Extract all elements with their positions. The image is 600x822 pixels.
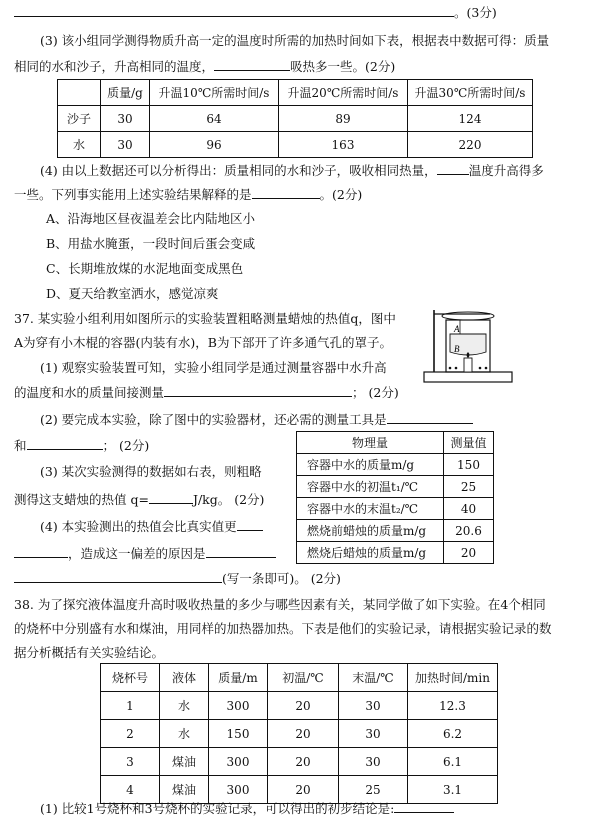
table-cell: 300 xyxy=(209,692,268,720)
q37-part3-line2: 测得这支蜡烛的热值 q= J/kg。 (2分) xyxy=(14,492,265,507)
table-header: 升温30℃所需时间/s xyxy=(408,80,533,106)
table-cell: 220 xyxy=(408,132,533,158)
answer-blank xyxy=(164,384,352,397)
table-cell: 20 xyxy=(268,748,339,776)
table-cell: 20.6 xyxy=(444,520,494,542)
table-row xyxy=(297,476,494,498)
table-cell: 20 xyxy=(268,776,339,804)
table-header: 物理量 xyxy=(297,432,444,454)
table-cell: 容器中水的初温t₁/℃ xyxy=(297,476,444,498)
q36-part3-line2: 相同的水和沙子，升高相同的温度， 吸热多一些。(2分) xyxy=(14,59,396,74)
answer-blank xyxy=(149,491,193,504)
table-cell: 300 xyxy=(209,748,268,776)
q38-line2: 的烧杯中分别盛有水和煤油，用同样的加热器加热。下表是他们的实验记录，请根据实验记录的数 xyxy=(14,621,552,636)
answer-blank xyxy=(14,545,68,558)
answer-line-top: 。(3分) xyxy=(14,4,497,21)
option-a: A、沿海地区昼夜温差会比内陆地区小 xyxy=(46,211,256,226)
q36-part4-line1: (4) 由以上数据还可以分析得出：质量相同的水和沙子，吸收相同热量， 温度升高得多 xyxy=(40,163,544,178)
table-header: 末温/℃ xyxy=(339,664,408,692)
answer-blank xyxy=(252,186,320,199)
table-header xyxy=(58,80,101,106)
table-cell: 12.3 xyxy=(408,692,498,720)
table-row xyxy=(297,498,494,520)
table-cell: 30 xyxy=(339,692,408,720)
q38-line1: 38. 为了探究液体温度升高时吸收热量的多少与哪些因素有关，某同学做了如下实验。在4个相同 xyxy=(14,597,546,612)
table-row xyxy=(101,748,498,776)
table-row xyxy=(58,106,533,132)
option-b: B、用盐水腌蛋，一段时间后蛋会变咸 xyxy=(46,236,256,251)
answer-blank xyxy=(206,545,276,558)
table-cell: 30 xyxy=(339,720,408,748)
answer-blank xyxy=(14,570,222,583)
q37-part4-line2: ，造成这一偏差的原因是 xyxy=(14,545,276,562)
candle-apparatus-figure xyxy=(420,300,520,395)
table-header: 升温10℃所需时间/s xyxy=(150,80,279,106)
table-cell: 25 xyxy=(444,476,494,498)
table-row xyxy=(297,520,494,542)
answer-blank xyxy=(27,437,103,450)
q37-part4-line1: (4) 本实验测出的热值会比真实值更 xyxy=(40,518,263,535)
table-cell: 20 xyxy=(444,542,494,564)
table-row xyxy=(58,132,533,158)
table-cell: 燃烧后蜡烛的质量m/g xyxy=(297,542,444,564)
table-row xyxy=(101,720,498,748)
table-header: 加热时间/min xyxy=(408,664,498,692)
table-cell: 1 xyxy=(101,692,160,720)
q37-part1-line1: (1) 观察实验装置可知，实验小组同学是通过测量容器中水升高 xyxy=(40,360,387,375)
table-cell: 300 xyxy=(209,776,268,804)
table-cell: 3.1 xyxy=(408,776,498,804)
q36-table xyxy=(57,79,533,158)
table-cell: 4 xyxy=(101,776,160,804)
table-cell: 20 xyxy=(268,720,339,748)
q37-table xyxy=(296,431,494,564)
q37-part1-line2: 的温度和水的质量间接测量 ； (2分) xyxy=(14,385,399,400)
table-cell: 64 xyxy=(150,106,279,132)
table-header: 质量/m xyxy=(209,664,268,692)
answer-blank xyxy=(214,58,290,71)
q38-line3: 据分析概括有关实验结论。 xyxy=(14,645,165,660)
table-header: 质量/g xyxy=(101,80,150,106)
table-cell: 6.2 xyxy=(408,720,498,748)
q38-table xyxy=(100,663,498,804)
q37-line2: A为穿有小木棍的容器(内装有水)，B为下部开了许多通气孔的罩子。 xyxy=(14,335,392,350)
q36-part4-line2: 一些。下列事实能用上述实验结果解释的是 。(2分) xyxy=(14,187,363,202)
figure-label-a: A xyxy=(454,324,460,334)
table-cell: 40 xyxy=(444,498,494,520)
answer-blank xyxy=(437,162,469,175)
option-c: C、长期堆放煤的水泥地面变成黑色 xyxy=(46,261,244,276)
figure-label-b: B xyxy=(454,344,460,354)
table-cell: 25 xyxy=(339,776,408,804)
table-header: 烧杯号 xyxy=(101,664,160,692)
table-cell: 30 xyxy=(101,106,150,132)
table-cell: 124 xyxy=(408,106,533,132)
q37-part3-line1: (3) 某次实验测得的数据如右表，则粗略 xyxy=(40,464,262,479)
table-cell: 2 xyxy=(101,720,160,748)
table-row xyxy=(297,542,494,564)
table-cell: 89 xyxy=(279,106,408,132)
table-cell: 煤油 xyxy=(160,776,209,804)
table-cell: 6.1 xyxy=(408,748,498,776)
table-row xyxy=(297,454,494,476)
q36-part3-line1: (3) 该小组同学测得物质升高一定的温度时所需的加热时间如下表，根据表中数据可得：质量 xyxy=(40,33,550,48)
answer-blank xyxy=(387,411,473,424)
table-header: 初温/℃ xyxy=(268,664,339,692)
q37-part2-line2: 和 ； (2分) xyxy=(14,438,150,453)
q37-part4-line3: (写一条即可)。 (2分) xyxy=(14,570,341,587)
table-cell: 燃烧前蜡烛的质量m/g xyxy=(297,520,444,542)
option-d: D、夏天给教室洒水，感觉凉爽 xyxy=(46,286,219,301)
table-cell: 水 xyxy=(58,132,101,158)
table-cell: 30 xyxy=(339,748,408,776)
table-cell: 沙子 xyxy=(58,106,101,132)
table-cell: 150 xyxy=(444,454,494,476)
table-header: 升温20℃所需时间/s xyxy=(279,80,408,106)
table-cell: 3 xyxy=(101,748,160,776)
answer-blank xyxy=(14,4,454,17)
table-cell: 30 xyxy=(101,132,150,158)
answer-blank xyxy=(237,518,263,531)
q37-part2-line1: (2) 要完成本实验，除了图中的实验器材，还必需的测量工具是 xyxy=(40,411,473,428)
table-row xyxy=(101,692,498,720)
q37-line1: 37. 某实验小组利用如图所示的实验装置粗略测量蜡烛的热值q，图中 xyxy=(14,311,396,326)
table-cell: 96 xyxy=(150,132,279,158)
table-cell: 150 xyxy=(209,720,268,748)
table-header: 液体 xyxy=(160,664,209,692)
table-cell: 煤油 xyxy=(160,748,209,776)
table-cell: 163 xyxy=(279,132,408,158)
table-cell: 水 xyxy=(160,692,209,720)
table-cell: 水 xyxy=(160,720,209,748)
answer-blank xyxy=(394,800,454,813)
q38-part1-line: (1) 比较1号烧杯和3号烧杯的实验记录，可以得出的初步结论是: xyxy=(40,800,454,817)
table-cell: 容器中水的质量m/g xyxy=(297,454,444,476)
table-cell: 20 xyxy=(268,692,339,720)
table-header: 测量值 xyxy=(444,432,494,454)
table-cell: 容器中水的末温t₂/℃ xyxy=(297,498,444,520)
